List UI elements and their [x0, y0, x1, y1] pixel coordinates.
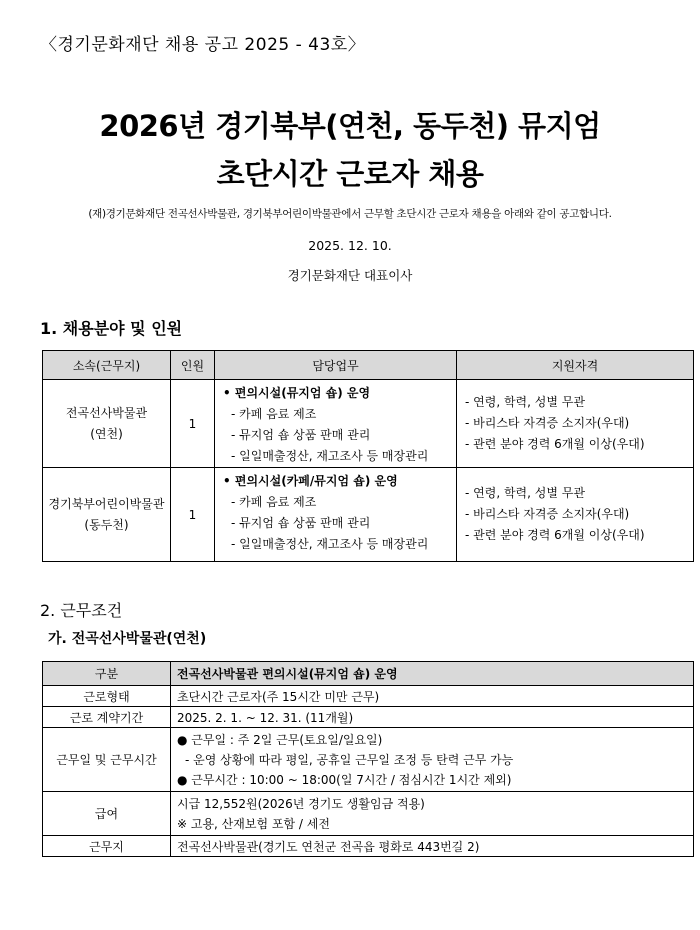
table-row — [43, 728, 694, 792]
qualification-item: - 관련 분야 경력 6개월 이상(우대) — [465, 528, 645, 542]
headcount-cell: 1 — [171, 380, 215, 468]
table-row — [43, 380, 694, 468]
headcount-cell: 1 — [171, 468, 215, 562]
notice-date: 2025. 12. 10. — [308, 238, 392, 253]
org-name: 전곡선사박물관 — [65, 405, 148, 420]
row-value — [171, 728, 694, 792]
hourly-wage: 시급 12,552원(2026년 경기도 생활임금 적용) — [177, 796, 425, 811]
row-value: 전곡선사박물관(경기도 연천군 전곡읍 평화로 443번길 2) — [171, 836, 694, 857]
org-cell — [43, 468, 171, 562]
qualification-item: - 연령, 학력, 성별 무관 — [465, 395, 585, 409]
column-header: 소속(근무지) — [43, 351, 171, 380]
column-header: 지원자격 — [457, 351, 694, 380]
duty-title: • 편의시설(뮤지엄 숍) 운영 — [223, 386, 371, 400]
duty-item: - 뮤지엄 숍 상품 판매 관리 — [231, 428, 371, 442]
duty-cell — [215, 468, 457, 562]
duty-item: - 뮤지엄 숍 상품 판매 관리 — [231, 516, 371, 530]
recruitment-table — [42, 350, 694, 562]
org-location: (동두천) — [84, 517, 129, 532]
row-label: 근무지 — [43, 836, 171, 857]
org-cell — [43, 380, 171, 468]
section2-heading: 2. 근무조건 — [40, 601, 123, 620]
table-row — [43, 792, 694, 836]
table-row — [43, 468, 694, 562]
duty-cell — [215, 380, 457, 468]
duty-item: - 카페 음료 제조 — [231, 495, 317, 509]
page-title-line1: 2026년 경기북부(연천, 동두천) 뮤지엄 — [99, 109, 601, 143]
duty-item: - 일일매출정산, 재고조사 등 매장관리 — [231, 537, 429, 551]
column-header: 담당업무 — [215, 351, 457, 380]
signer: 경기문화재단 대표이사 — [287, 268, 413, 283]
duty-item: - 일일매출정산, 재고조사 등 매장관리 — [231, 449, 429, 463]
page-title-line2: 초단시간 근로자 채용 — [216, 157, 484, 191]
duty-title: • 편의시설(카페/뮤지엄 숍) 운영 — [223, 474, 398, 488]
qualification-cell — [457, 380, 694, 468]
duty-item: - 카페 음료 제조 — [231, 407, 317, 421]
org-name: 경기북부어린이박물관 — [48, 496, 165, 511]
intro-text: (재)경기문화재단 전곡선사박물관, 경기북부어린이박물관에서 근무할 초단시간 근로자 채용을 아래와 같이 공고합니다. — [88, 208, 612, 220]
row-value: 2025. 2. 1. ~ 12. 31. (11개월) — [171, 707, 694, 728]
row-label: 근무일 및 근무시간 — [43, 728, 171, 792]
table-header-row — [43, 662, 694, 686]
qualification-item: - 바리스타 자격증 소지자(우대) — [465, 416, 630, 430]
column-header: 인원 — [171, 351, 215, 380]
row-label: 급여 — [43, 792, 171, 836]
work-days: ● 근무일 : 주 2일 근무(토요일/일요일) — [177, 732, 383, 747]
column-header: 구분 — [43, 662, 171, 686]
qualification-item: - 바리스타 자격증 소지자(우대) — [465, 507, 630, 521]
table-row — [43, 836, 694, 857]
row-value: 초단시간 근로자(주 15시간 미만 근무) — [171, 686, 694, 707]
work-hours: ● 근무시간 : 10:00 ~ 18:00(일 7시간 / 점심시간 1시간 제외) — [177, 772, 512, 787]
work-days-note: - 운영 상황에 따라 평일, 공휴일 근무일 조정 등 탄력 근무 가능 — [185, 752, 514, 767]
row-label: 근로형태 — [43, 686, 171, 707]
table-header-row — [43, 351, 694, 380]
qualification-item: - 관련 분야 경력 6개월 이상(우대) — [465, 437, 645, 451]
table-row — [43, 686, 694, 707]
notice-number: 〈경기문화재단 채용 공고 2025 - 43호〉 — [40, 35, 366, 55]
section1-heading: 1. 채용분야 및 인원 — [40, 319, 183, 338]
row-label: 근로 계약기간 — [43, 707, 171, 728]
section2-subheading: 가. 전곡선사박물관(연천) — [48, 631, 207, 647]
org-location: (연천) — [90, 426, 123, 441]
table-row — [43, 707, 694, 728]
qualification-item: - 연령, 학력, 성별 무관 — [465, 486, 585, 500]
column-header: 전곡선사박물관 편의시설(뮤지엄 숍) 운영 — [171, 662, 694, 686]
qualification-cell — [457, 468, 694, 562]
conditions-table — [42, 661, 694, 857]
row-value — [171, 792, 694, 836]
wage-note: ※ 고용, 산재보험 포함 / 세전 — [177, 816, 330, 831]
